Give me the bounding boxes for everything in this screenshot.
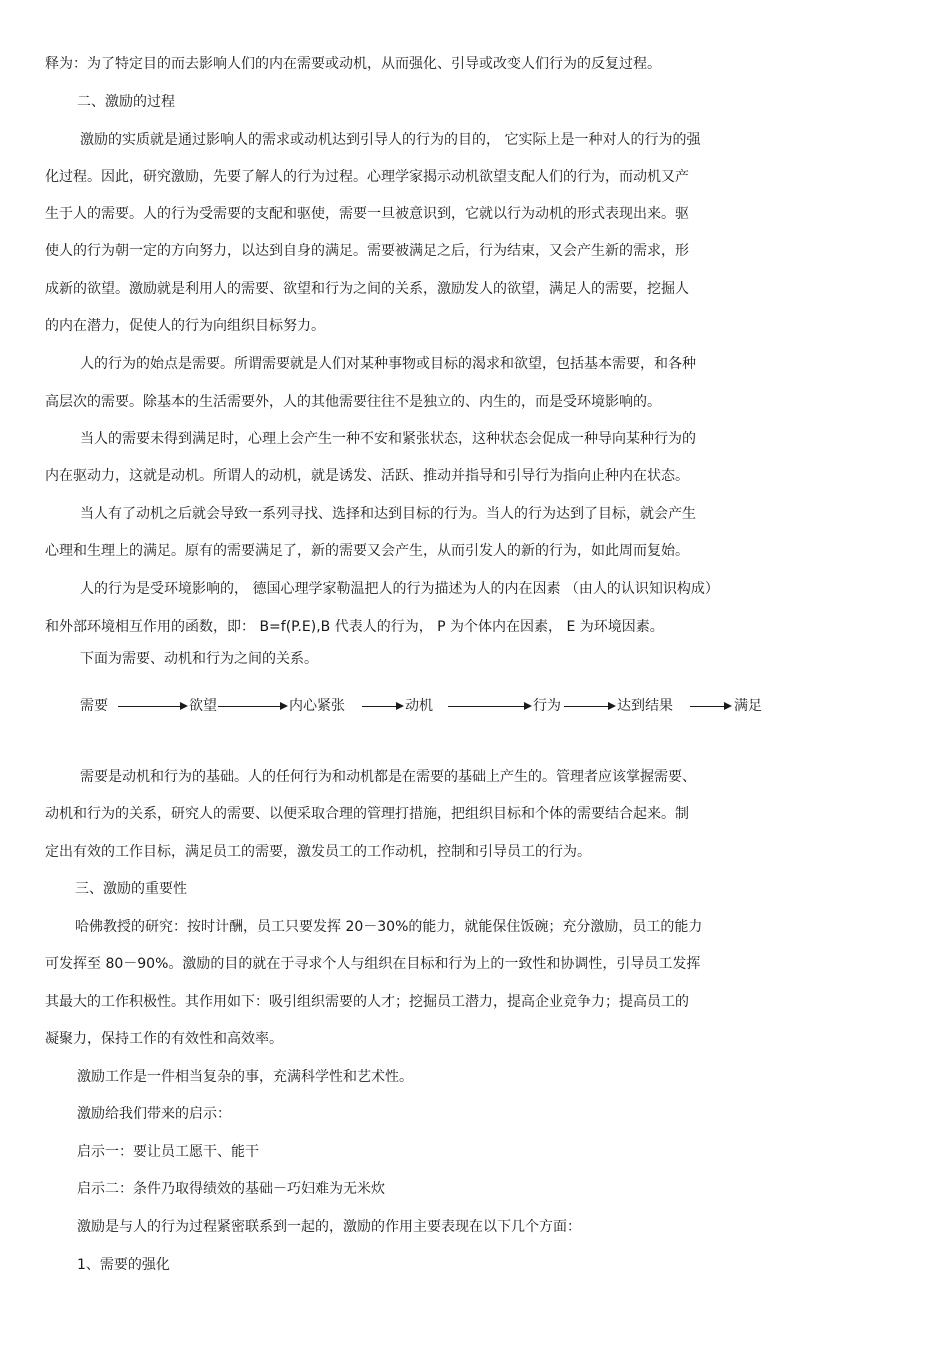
section-heading: 三、激励的重要性 — [75, 881, 187, 897]
text-line: 动机和行为的关系，研究人的需要、以便采取合理的管理打措施，把组织目标和个体的需要结合起来。制 — [45, 806, 689, 822]
text-line: 定出有效的工作目标，满足员工的需要，激发员工的工作动机，控制和引导员工的行为。 — [45, 844, 591, 860]
section-heading: 二、激励的过程 — [77, 94, 175, 110]
flow-node: 欲望 — [189, 698, 217, 714]
need-motive-behavior-flow — [0, 697, 950, 719]
flow-node: 达到结果 — [617, 698, 673, 714]
text-line: 人的行为的始点是需要。所谓需要就是人们对某种事物或目标的渴求和欲望，包括基本需要，和各种 — [80, 356, 696, 372]
text-line: 化过程。因此，研究激励，先要了解人的行为过程。心理学家揭示动机欲望支配人们的行为，而动机又产 — [45, 169, 689, 185]
text-line: 启示二：条件乃取得绩效的基础－巧妇难为无米炊 — [77, 1181, 385, 1197]
flow-node: 满足 — [734, 698, 762, 714]
flow-arrow — [690, 706, 730, 707]
text-line: 其最大的工作积极性。其作用如下：吸引组织需要的人才；挖掘员工潜力，提高企业竞争力；提高员工的 — [45, 994, 689, 1010]
flow-node: 动机 — [405, 698, 433, 714]
text-line: 激励工作是一件相当复杂的事，充满科学性和艺术性。 — [77, 1069, 413, 1085]
text-line: 高层次的需要。除基本的生活需要外，人的其他需要往往不是独立的、内生的，而是受环境影响的。 — [45, 394, 661, 410]
flow-node: 行为 — [533, 698, 561, 714]
text-line: 激励给我们带来的启示： — [77, 1106, 231, 1122]
text-line: 人的行为是受环境影响的， 德国心理学家勒温把人的行为描述为人的内在因素 （由人的认识知识构成） — [80, 581, 719, 597]
text-line: 成新的欲望。激励就是利用人的需要、欲望和行为之间的关系，激励发人的欲望，满足人的需要，挖掘人 — [45, 281, 689, 297]
text-line: 当人有了动机之后就会导致一系列寻找、选择和达到目标的行为。当人的行为达到了目标，就会产生 — [80, 506, 696, 522]
flow-arrow — [564, 706, 614, 707]
text-line: 当人的需要未得到满足时，心理上会产生一种不安和紧张状态，这种状态会促成一种导向某种行为的 — [80, 431, 696, 447]
list-heading: 1、需要的强化 — [77, 1257, 170, 1273]
text-line: 启示一：要让员工愿干、能干 — [77, 1144, 259, 1160]
flow-arrow — [218, 706, 286, 707]
flow-arrow — [118, 706, 186, 707]
text-line: 释为：为了特定目的而去影响人们的内在需要或动机，从而强化、引导或改变人们行为的反复过程。 — [45, 56, 661, 72]
text-line: 可发挥至 80－90%。激励的目的就在于寻求个人与组织在目标和行为上的一致性和协调性，引导员工发挥 — [45, 956, 701, 972]
text-line: 内在驱动力，这就是动机。所谓人的动机，就是诱发、活跃、推动并指导和引导行为指向止种内在状态。 — [45, 468, 689, 484]
text-line: 心理和生理上的满足。原有的需要满足了，新的需要又会产生，从而引发人的新的行为，如此周而复始。 — [45, 543, 689, 559]
text-line: 激励是与人的行为过程紧密联系到一起的，激励的作用主要表现在以下几个方面： — [77, 1219, 581, 1235]
text-line: 使人的行为朝一定的方向努力，以达到自身的满足。需要被满足之后，行为结束，又会产生新的需求，形 — [45, 243, 689, 259]
text-line: 需要是动机和行为的基础。人的任何行为和动机都是在需要的基础上产生的。管理者应该掌握需要、 — [80, 769, 696, 785]
text-line: 激励的实质就是通过影响人的需求或动机达到引导人的行为的目的， 它实际上是一种对人的行为的强 — [80, 132, 701, 148]
text-line: 下面为需要、动机和行为之间的关系。 — [80, 651, 318, 667]
text-line: 凝聚力，保持工作的有效性和高效率。 — [45, 1031, 283, 1047]
flow-node: 需要 — [80, 698, 108, 714]
text-line: 的内在潜力，促使人的行为向组织目标努力。 — [45, 318, 325, 334]
flow-node: 内心紧张 — [289, 698, 345, 714]
text-line: 生于人的需要。人的行为受需要的支配和驱使，需要一旦被意识到，它就以行为动机的形式表现出来。驱 — [45, 206, 689, 222]
text-line: 和外部环境相互作用的函数，即： B=f(P.E),B 代表人的行为， P 为个体内在因素， E 为环境因素。 — [45, 619, 664, 635]
flow-arrow — [362, 706, 402, 707]
text-line: 哈佛教授的研究：按时计酬，员工只要发挥 20－30%的能力，就能保住饭碗；充分激励，员工的能力 — [75, 919, 703, 935]
flow-arrow — [448, 706, 530, 707]
